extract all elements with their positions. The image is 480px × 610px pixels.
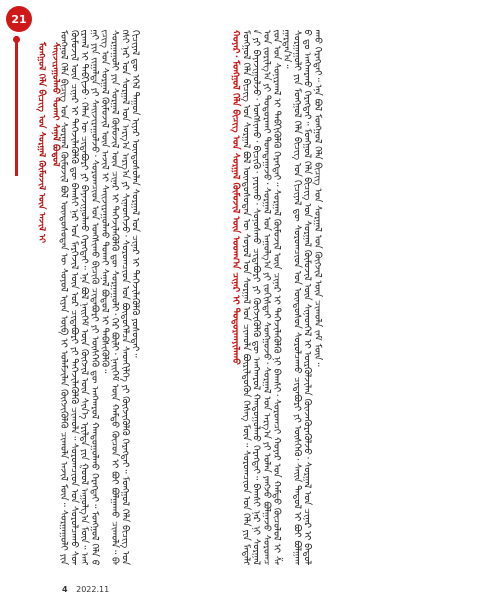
issue-date: 2022.11 xyxy=(76,585,110,594)
paragraph: ᠮᠣᠩᠭᠣᠯ ᠬᠡᠯᠡ ᠪᠢᠴᠢᠭ ᠤᠨ ᠰᠤᠷᠭᠠᠯ ᠬᠦᠮᠦᠵᠢᠯ ᠪᠣᠯ ᠦᠨᠳᠦᠰᠦᠲᠡᠨ ᠦ ᠰᠣᠶᠣᠯ ᠢᠶᠠᠨ ᠥᠪ ᠢ ᠤᠯᠠᠮᠵᠢᠯᠠᠨ ᠬᠥᠭᠵᠢᠭᠦᠯᠬᠦ ᠴᠢᠬᠤᠯᠠ ᠠᠵᠢᠯ ᠮᠥᠨ᠃ ᠰᠤᠷᠭᠠᠭᠤᠯᠢ ᠶᠢᠨ ᠬᠦᠮᠦᠵᠢᠯ ᠦᠨ ᠴᠢᠨᠠᠷ ᠢ ᠳᠡᠭᠡᠵᠢᠯᠡᠭᠦᠯᠬᠦ ᠳᠦ ᠪᠠᠭᠰᠢ ᠨᠠᠷ ᠤᠨ ᠮᠡᠷᠭᠡᠵᠢᠯ ᠦᠨ ᠤᠷ ᠴᠢᠳᠠᠪᠤᠷᠢ ᠶᠢ ᠳᠡᠭᠡᠵᠢᠯᠡᠭᠦᠯᠬᠦ ᠴᠢᠬᠤᠯᠠ᠃ ᠰᠤᠷᠤᠭᠴᠢᠳ ᠤᠨ ᠰᠤᠷᠤᠯᠴᠠᠬᠤ ᠰᠣᠨᠢᠷᠬᠠᠯ ᠢ ᠳᠡᠪᠬᠢᠵᠦ᠂ ᠬᠡᠯᠡᠨ ᠦ ᠴᠢᠳᠠᠪᠤᠷᠢ ᠶᠢ ᠪᠠᠶᠠᠵᠢᠭᠤᠯᠬᠤ ᠬᠡᠷᠡᠭᠲᠡᠢ᠃ ᠡᠨᠡ ᠪᠣᠯ ᠨᠡᠢᠭᠡᠮ ᠦᠨ ᠬᠥᠭᠵᠢᠯ ᠦᠨ ᠰᠢᠨ᠎ᠡ ᠡᠷᠢᠯᠲᠡ ᠶᠢᠨ ᠭᠣᠣᠯ ᠠᠭᠤᠯᠭ᠎ᠠ ᠮᠥᠨ᠃ ᠠᠩᠭ᠋ᠢ ᠶᠢᠨ ᠵᠢᠭᠠᠯᠲᠠ ᠶᠢ ᠰᠠᠢᠵᠢᠷᠠᠭᠤᠯᠵᠤ᠂ ᠰᠤᠷᠤᠭᠴᠢᠳ ᠤᠨ ᠤᠩᠰᠢᠬᠤ ᠪᠢᠴᠢᠬᠦ ᠴᠢᠳᠠᠪᠤᠷᠢ ᠶᠢ ᠥᠰᠬᠡᠬᠦ ᠳᠦ ᠠᠩᠬᠠᠷᠤᠯ ᠬᠠᠨᠳᠤᠭᠤᠯᠬᠤ ᠬᠡᠷᠡᠭᠲᠡᠢ᠃ ᠮᠣᠩᠭᠣᠯ ᠬᠡᠯᠡ ᠪᠢᠴᠢᠭ ᠤᠨ ᠰᠤᠷᠭᠠᠯ ᠬᠦᠮᠦᠵᠢᠯ ᠦᠨ ᠠᠵᠢᠯ ᠢ ᠰᠠᠢᠵᠢᠷᠠᠭᠤᠯᠬᠤ ᠲᠤᠬᠠᠢ ᠰᠠᠨᠠᠯ ᠪᠣᠳᠤᠯ ᠢ ᠳᠡᠪᠰᠢᠭᠦᠯᠬᠦ᠃ xyxy=(58,30,111,565)
text-block-2 xyxy=(230,30,462,565)
running-title: ᠮᠣᠩᠭᠣᠯ ᠬᠡᠯᠡ ᠪᠢᠴᠢᠭ ᠤᠨ ᠰᠤᠷᠭᠠᠯ ᠬᠦᠮᠦᠵᠢᠯ ᠦᠨ ᠠᠵᠢᠯ ᠢ ᠰᠠᠢᠵᠢᠷᠠᠭᠤᠯᠬᠤ ᠲᠤᠬᠠᠢ ᠰᠠᠨᠠᠯ ᠪᠣᠳᠤᠯ xyxy=(36,42,60,244)
article-body xyxy=(58,30,462,565)
section-heading: ᠬᠣᠶᠠᠷ᠂ ᠮᠣᠩᠭᠣᠯ ᠬᠡᠯᠡ ᠪᠢᠴᠢᠭ ᠤᠨ ᠰᠤᠷᠭᠠᠯ ᠬᠦᠮᠦᠵᠢᠯ ᠦᠨ ᠤᠳᠬ᠎ᠠ ᠴᠢᠨᠠᠷ ᠢ ᠲᠣᠳᠤᠷᠬᠠᠶᠢᠯᠠᠬᠤ xyxy=(230,30,242,365)
page-footer xyxy=(62,585,109,594)
text-block-1 xyxy=(58,30,222,565)
page-number: 4 xyxy=(62,585,68,594)
header-rule xyxy=(15,36,18,176)
page-badge-label: 21 xyxy=(11,12,27,26)
paragraph: ᠮᠣᠩᠭᠣᠯ ᠬᠡᠯᠡ ᠪᠢᠴᠢᠭ ᠤᠨ ᠰᠤᠷᠭᠠᠯ ᠪᠣᠯ ᠦᠨᠳᠦᠰᠦᠲᠡᠨ ᠦ ᠰᠣᠶᠣᠯ ᠤᠨ ᠰᠤᠷᠭᠠᠯ ᠤᠨ ᠴᠢᠬᠤᠯᠠ ᠪᠦᠷᠢᠯᠳᠦᠬᠦᠨ ᠬᠡᠰᠡᠭ ᠮᠥᠨ᠃ ᠰᠤᠷᠤᠭᠴᠢᠳ ᠤᠨ ᠬᠡᠯᠡ ᠶᠢᠨ ᠮᠡᠳᠡᠯᠭᠡ ᠶᠢ ᠪᠠᠶᠠᠵᠢᠭᠤᠯᠵᠤ᠂ ᠤᠩᠰᠢᠬᠤ᠂ ᠪᠢᠴᠢᠬᠦ᠂ ᠶᠠᠷᠢᠬᠤ᠂ ᠰᠣᠨᠣᠰᠬᠤ ᠴᠢᠳᠠᠪᠤᠷᠢ ᠶᠢ ᠬᠥᠭᠵᠢᠭᠦᠯᠬᠦ ᠳᠦ ᠠᠩᠬᠠᠷᠤᠯ ᠬᠠᠨᠳᠤᠭᠤᠯᠬᠤ ᠬᠡᠷᠡᠭᠲᠡᠢ᠃ ᠪᠠᠭᠰᠢ ᠨᠠᠷ ᠨᠢ ᠰᠤᠷᠭᠠᠯ ᠤᠨ ᠵᠣᠷᠢᠯᠭ᠎ᠠ ᠶᠢ ᠲᠣᠳᠤᠷᠬᠠᠢ ᠲᠣᠭᠲᠠᠭᠠᠵᠤ᠂ ᠰᠤᠷᠭᠠᠯ ᠤᠨ ᠠᠭᠤᠯᠭ᠎ᠠ ᠶᠢ ᠵᠣᠬᠢᠰᠲᠠᠢ ᠰᠣᠩᠭᠣᠵᠤ᠂ ᠰᠤᠷᠭᠠᠯ ᠤᠨ ᠠᠷᠭ᠎ᠠ ᠶᠢ ᠣᠯᠠᠨ ᠶᠠᠩᠵᠤ ᠪᠣᠯᠭᠠᠵᠤ ᠰᠤᠷᠤᠭᠴᠢᠳ ᠤᠨ ᠰᠣᠨᠢᠷᠬᠠᠯ ᠢ ᠳᠡᠪᠬᠢᠭᠦᠯᠬᠦ ᠬᠡᠷᠡᠭᠲᠡᠢ᠃ ᠰᠤᠷᠭᠠᠯ ᠬᠦᠮᠦᠵᠢᠯ ᠦᠨ ᠴᠢᠨᠠᠷ ᠢ ᠳᠡᠭᠡᠵᠢᠯᠡᠭᠦᠯᠬᠦ ᠨᠢ ᠪᠠᠭᠰᠢ᠂ ᠰᠤᠷᠤᠭᠴᠢ ᠬᠣᠶᠠᠷ ᠤᠨ ᠬᠠᠮᠲᠤ ᠬᠦᠴᠦᠯᠦᠯ ᠢ ᠱᠠᠭᠠᠷᠳᠠᠨ᠎ᠠ᠃ xyxy=(240,30,293,565)
paragraph: ᠰᠤᠷᠭᠠᠭᠤᠯᠢ ᠶᠢᠨ ᠰᠤᠷᠭᠠᠯ ᠬᠦᠮᠦᠵᠢᠯ ᠦᠨ ᠴᠢᠨᠠᠷ ᠢ ᠳᠡᠭᠡᠵᠢᠯᠡᠭᠦᠯᠬᠦ ᠳᠦ ᠰᠤᠷᠭᠠᠭᠤᠯᠢ᠂ ᠭᠡᠷ ᠪᠦᠯᠢ᠂ ᠨᠡᠢᠭᠡᠮ ᠦᠨ ᠬᠠᠮᠲᠤ ᠬᠦᠴᠦᠨ ᠢ ᠪᠤᠢ ᠪᠣᠯᠭᠠᠬᠤ ᠴᠢᠬᠤᠯᠠ᠃ ᠪᠠᠭᠰᠢ ᠨᠠᠷ ᠤᠨ ᠰᠤᠷᠭᠠᠯ ᠤᠨ ᠠᠷᠭ᠎ᠠ ᠠᠷᠭ᠎ᠠ ᠶᠢ ᠰᠢᠨᠡᠳᠬᠡᠵᠦ᠂ ᠰᠤᠷᠤᠭᠴᠢᠳ ᠤᠨ ᠪᠦᠲᠦᠭᠡᠯᠴᠡ ᠰᠡᠳᠬᠢᠯᠭᠡ ᠶᠢ ᠬᠥᠭᠵᠢᠭᠦᠯᠬᠦ ᠬᠡᠷᠡᠭᠲᠡᠢ᠃ ᠮᠣᠩᠭᠣᠯ ᠬᠡᠯᠡ ᠪᠢᠴᠢᠭ ᠤᠨ ᠬᠢᠴᠢᠶᠡᠯ ᠳᠦ ᠡᠭᠡᠯ ᠳᠠᠭᠤᠨ ᠢᠶᠠᠷ ᠦᠨᠳᠦᠰᠦᠯᠡᠨ ᠰᠤᠷᠭᠠᠯ ᠤᠨ ᠴᠢᠨᠠᠷ ᠢ ᠳᠡᠭᠡᠵᠢᠯᠡᠭᠦᠯᠬᠦ ᠶᠣᠰᠣᠲᠠᠢ᠃ xyxy=(109,30,141,565)
paragraph: ᠰᠤᠷᠭᠠᠭᠤᠯᠢ ᠶᠢᠨ ᠮᠣᠩᠭᠣᠯ ᠬᠡᠯᠡ ᠪᠢᠴᠢᠭ ᠤᠨ ᠬᠢᠴᠢᠶᠡᠯ ᠳᠦ ᠰᠤᠷᠤᠭᠴᠢᠳ ᠤᠨ ᠦᠨᠳᠦᠰᠦᠨ ᠰᠤᠷᠤᠯᠴᠠᠬᠤ ᠴᠢᠳᠠᠪᠤᠷᠢ ᠶᠢ ᠥᠰᠬᠡᠬᠦ᠂ ᠰᠠᠢᠨ ᠳᠠᠳᠤᠯ ᠢ ᠪᠤᠢ ᠪᠣᠯᠭᠠᠬᠤ ᠳᠤ ᠠᠩᠬᠠᠷᠬᠤ ᠬᠡᠷᠡᠭᠲᠡᠢ᠃ ᠮᠣᠩᠭᠣᠯ ᠬᠡᠯᠡ ᠪᠢᠴᠢᠭ ᠤᠨ ᠰᠤᠷᠭᠠᠯ ᠬᠦᠮᠦᠵᠢᠯ ᠦᠨ ᠰᠢᠨᠡᠳᠬᠡᠯ ᠢ ᠦᠷᠬᠦᠯᠵᠢᠯᠡᠨ ᠭᠦᠨᠵᠡᠭᠦᠷᠡᠭᠦᠯᠵᠦ᠂ ᠰᠤᠷᠭᠠᠯ ᠤᠨ ᠴᠢᠨᠠᠷ ᠢ ᠪᠠᠲᠤᠯᠠᠬᠤ ᠬᠡᠷᠡᠭᠲᠡᠢ᠃ ᠡᠨᠡ ᠪᠣᠯ ᠮᠣᠩᠭᠣᠯ ᠬᠡᠯᠡ ᠪᠢᠴᠢᠭ ᠤᠨ ᠰᠤᠷᠭᠠᠯ ᠤᠨ ᠬᠥᠭᠵᠢᠯ ᠦᠨ ᠴᠢᠬᠤᠯᠠ ᠵᠠᠮ ᠮᠥᠨ᠃ xyxy=(291,30,323,565)
page-badge xyxy=(6,6,32,32)
